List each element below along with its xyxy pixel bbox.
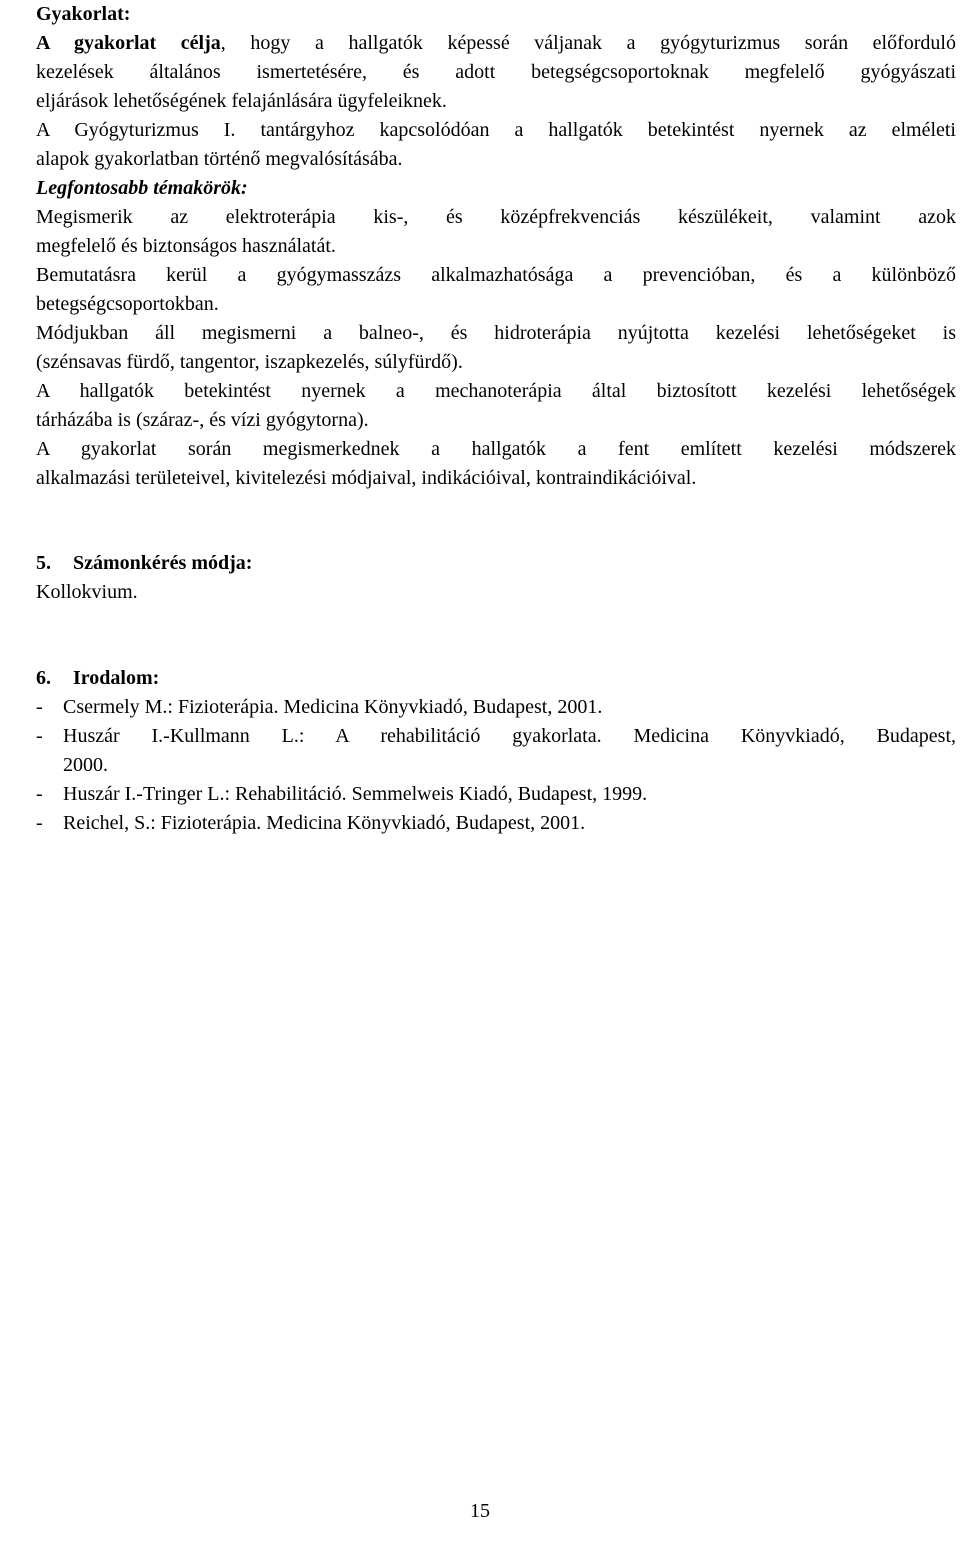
topic-1-line-1: Megismerik az elektroterápia kis-, és középfrekvenciás készülékeit, valamint azok <box>36 206 956 228</box>
topic-2-line-1: Bemutatásra kerül a gyógymasszázs alkalmazhatósága a prevencióban, és a különböző <box>36 264 956 286</box>
assessment-section <box>36 549 956 607</box>
topic-4-line-1: A hallgatók betekintést nyernek a mechanoterápia által biztosított kezelési lehetőségek <box>36 380 956 402</box>
literature-item-text-continued: 2000. <box>63 754 108 776</box>
literature-item-text: Reichel, S.: Fizioterápia. Medicina Könyvkiadó, Budapest, 2001. <box>63 812 586 834</box>
intro-line-1: A Gyógyturizmus I. tantárgyhoz kapcsolódóan a hallgatók betekintést nyernek az elméleti <box>36 119 956 141</box>
list-dash: - <box>36 696 43 718</box>
goal-line-1-rest: , hogy a hallgatók képessé váljanak a gyógyturizmus során előforduló <box>220 32 956 54</box>
literature-number: 6. <box>36 667 51 689</box>
topic-3-line-2: (szénsavas fürdő, tangentor, iszapkezelés, súlyfürdő). <box>36 351 463 373</box>
topics-heading: Legfontosabb témakörök: <box>36 177 248 199</box>
literature-item <box>36 693 956 722</box>
literature-item-text: Csermely M.: Fizioterápia. Medicina Könyvkiadó, Budapest, 2001. <box>63 696 603 718</box>
literature-item <box>36 809 956 838</box>
literature-section <box>36 664 956 838</box>
assessment-title: Számonkérés módja: <box>73 552 253 574</box>
literature-item-text: Huszár I.-Kullmann L.: A rehabilitáció gyakorlata. Medicina Könyvkiadó, Budapest, <box>63 725 956 747</box>
page-number: 15 <box>470 1500 490 1522</box>
assessment-value: Kollokvium. <box>36 581 138 603</box>
topic-2-line-2: betegségcsoportokban. <box>36 293 219 315</box>
goal-line-2: kezelések általános ismertetésére, és adott betegségcsoportoknak megfelelő gyógyászati <box>36 61 956 83</box>
topic-1-line-2: megfelelő és biztonságos használatát. <box>36 235 336 257</box>
topic-3-line-1: Módjukban áll megismerni a balneo-, és hidroterápia nyújtotta kezelési lehetőségeket is <box>36 322 956 344</box>
topic-5-line-2: alkalmazási területeivel, kivitelezési módjaival, indikációival, kontraindikációival. <box>36 467 697 489</box>
literature-heading <box>36 664 956 693</box>
list-dash: - <box>36 812 43 834</box>
practice-heading: Gyakorlat: <box>36 3 131 25</box>
assessment-number: 5. <box>36 552 51 574</box>
assessment-heading <box>36 549 956 578</box>
topic-5-line-1: A gyakorlat során megismerkednek a hallgatók a fent említett kezelési módszerek <box>36 438 956 460</box>
list-dash: - <box>36 725 43 747</box>
goal-line-1 <box>36 29 956 58</box>
practice-section <box>36 0 956 493</box>
goal-line-3: eljárások lehetőségének felajánlására ügyfeleiknek. <box>36 90 447 112</box>
literature-list <box>36 693 956 838</box>
literature-item <box>36 722 956 780</box>
topic-4-line-2: tárházába is (száraz-, és vízi gyógytorna). <box>36 409 369 431</box>
goal-label: A gyakorlat célja <box>36 32 221 54</box>
literature-title: Irodalom: <box>73 667 160 689</box>
list-dash: - <box>36 783 43 805</box>
literature-item <box>36 780 956 809</box>
literature-item-text: Huszár I.-Tringer L.: Rehabilitáció. Semmelweis Kiadó, Budapest, 1999. <box>63 783 648 805</box>
intro-line-2: alapok gyakorlatban történő megvalósításába. <box>36 148 403 170</box>
